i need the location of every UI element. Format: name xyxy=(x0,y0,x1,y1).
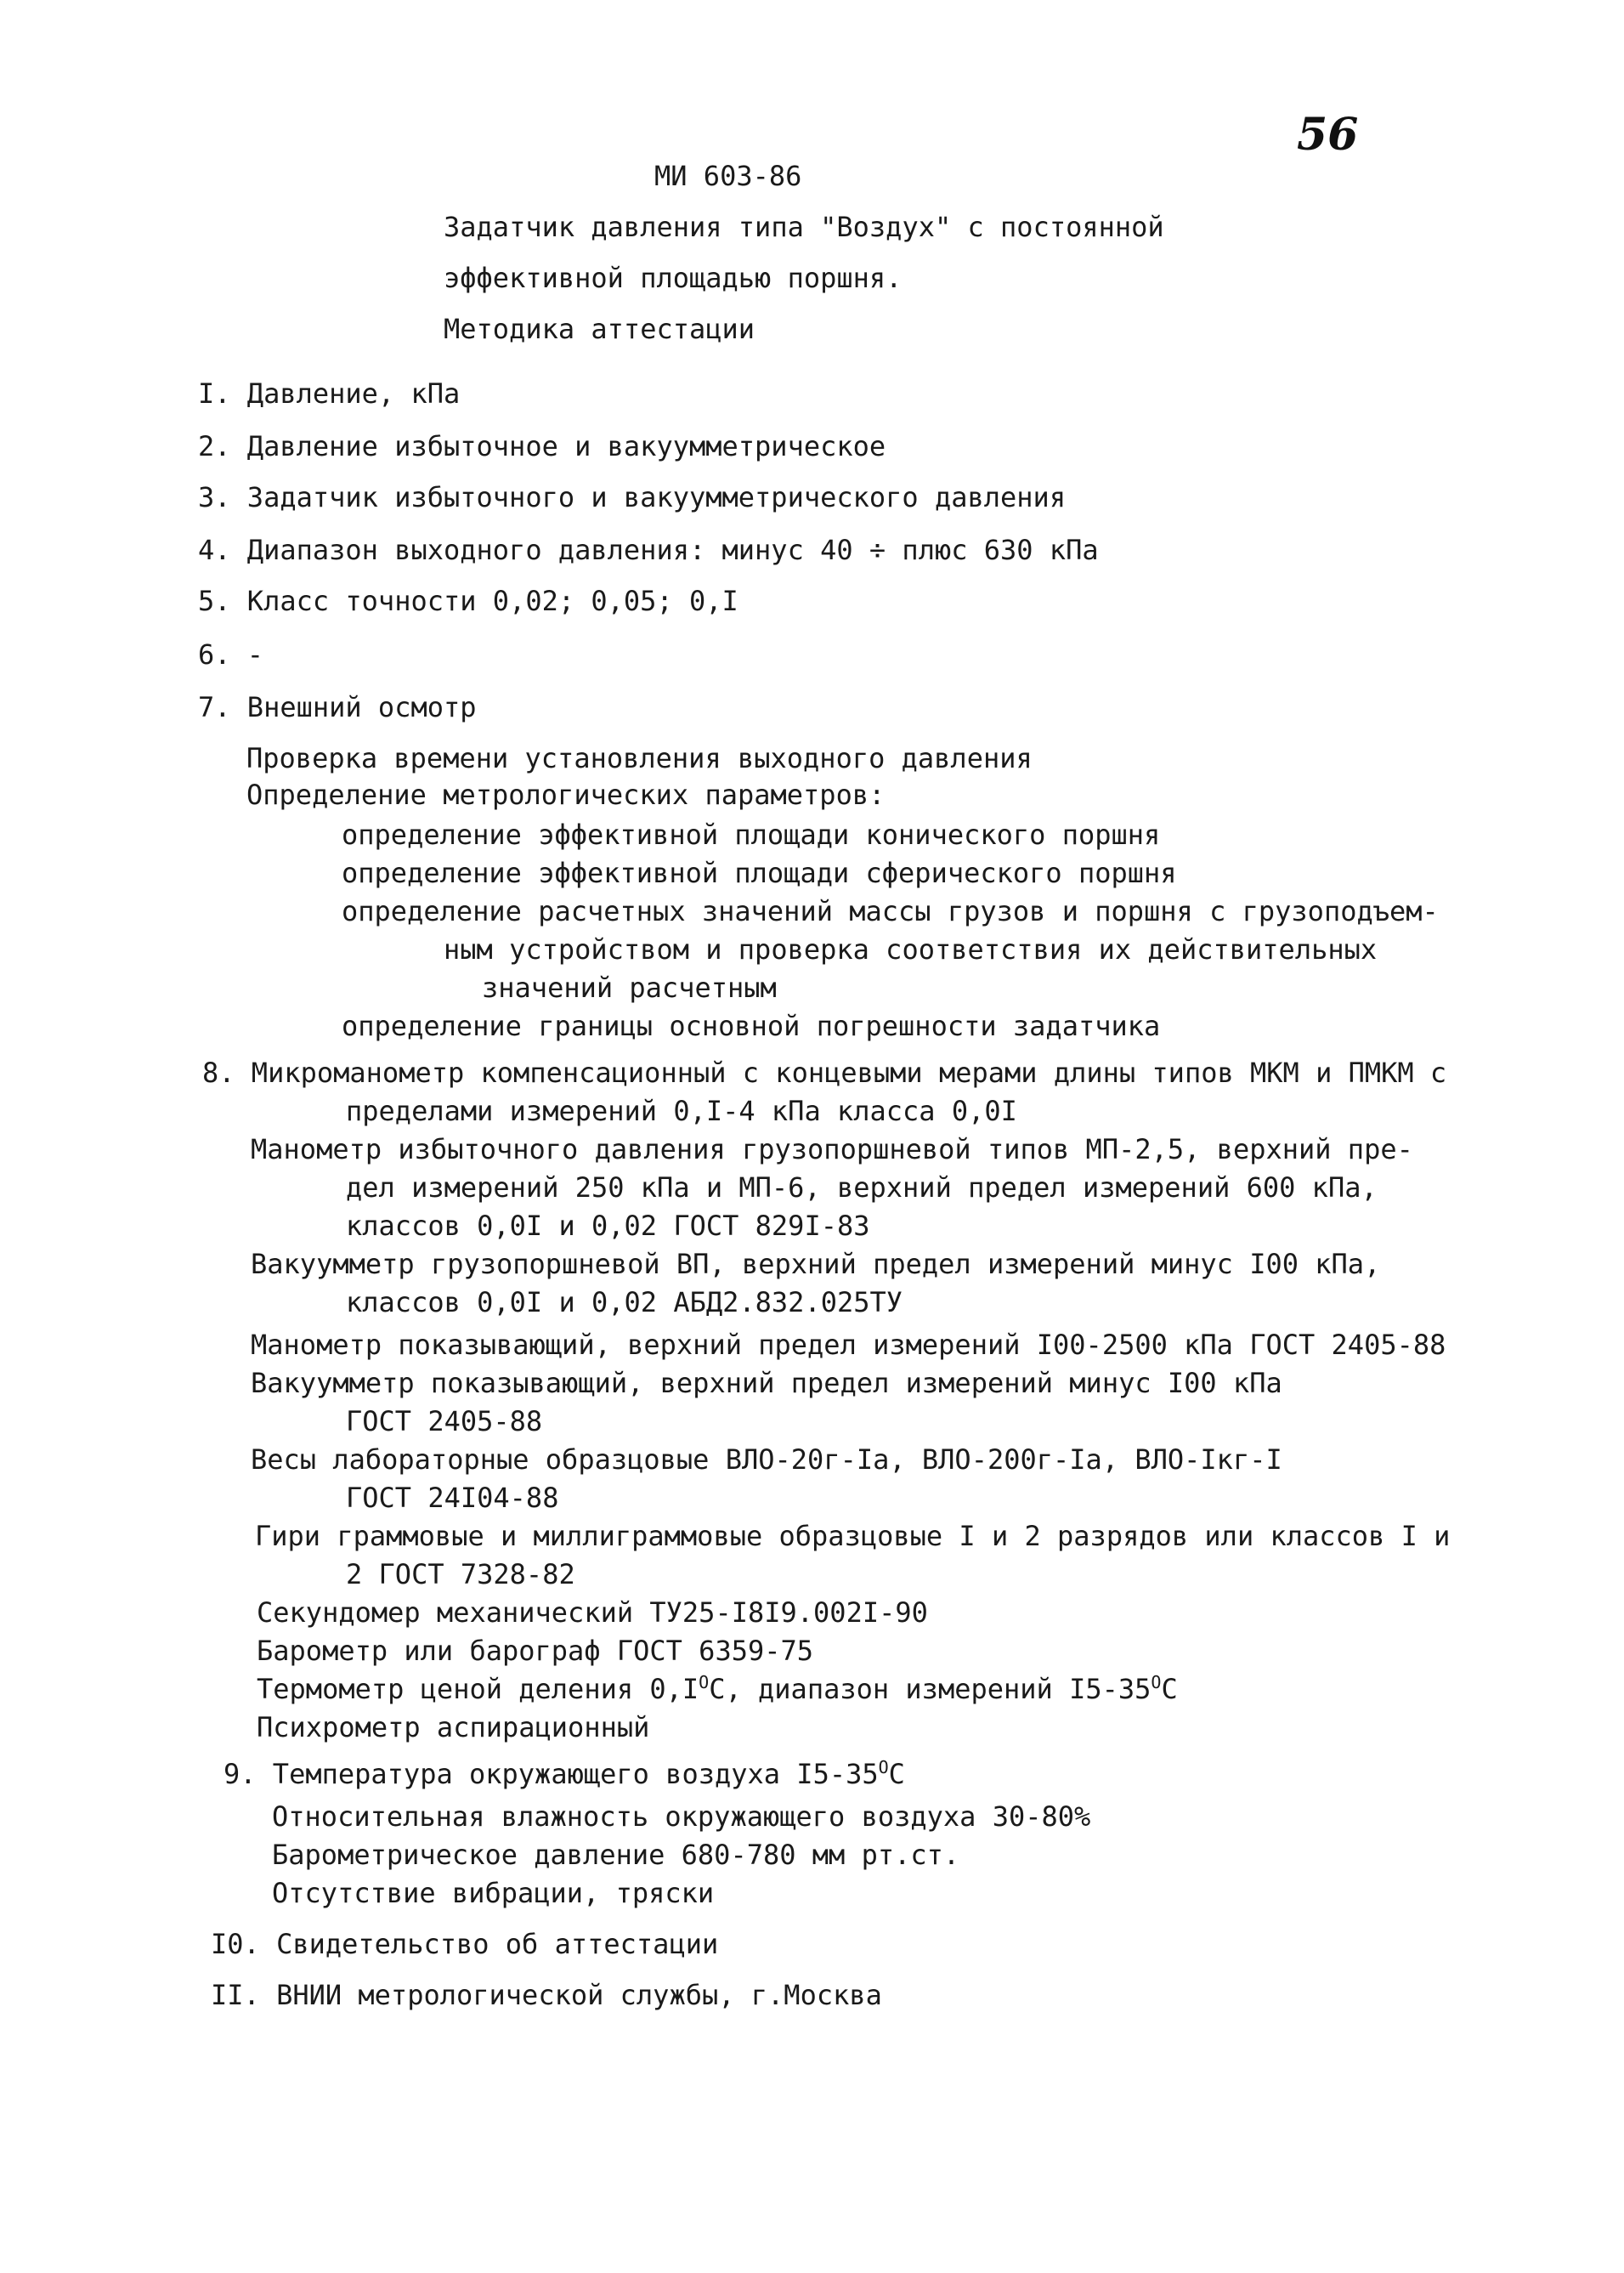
section9-line-4: Отсутствие вибрации, тряски xyxy=(272,1877,715,1909)
section8-line-15: Секундомер механический ТУ25-I8I9.002I-90 xyxy=(257,1596,928,1629)
section8-line-12: ГОСТ 24I04-88 xyxy=(346,1482,559,1514)
section7-line-6: ным устройством и проверка соответствия их действительных xyxy=(444,933,1378,966)
section8-line-3: Манометр избыточного давления грузопоршневой типов МП-2,5, верхний пре- xyxy=(251,1133,1413,1165)
thermometer-text-a: Термометр ценой деления 0,I xyxy=(257,1673,699,1705)
section8-line-7: классов 0,0I и 0,02 АБД2.832.025ТУ xyxy=(346,1286,903,1318)
section8-line-9: Вакуумметр показывающий, верхний предел измерений минус I00 кПа xyxy=(251,1367,1282,1399)
doc-title-line-1: Задатчик давления типа "Воздух" с постоянной xyxy=(444,211,1164,243)
item-2: 2. Давление избыточное и вакуумметрическое xyxy=(198,430,886,462)
section7-line-4: определение эффективной площади сферического поршня xyxy=(342,857,1177,889)
temperature-text: 9. Температура окружающего воздуха I5-35 xyxy=(224,1758,879,1790)
thermometer-text-c: С xyxy=(1161,1673,1178,1705)
section9-line-2: Относительная влажность окружающего воздуха 30-80% xyxy=(272,1800,1091,1833)
section9-line-1 xyxy=(224,1757,905,1791)
doc-title-line-2: эффективной площадью поршня. xyxy=(444,262,903,294)
section8-line-10: ГОСТ 2405-88 xyxy=(346,1405,543,1437)
section8-line-8: Манометр показывающий, верхний предел измерений I00-2500 кПа ГОСТ 2405-88 xyxy=(251,1329,1446,1361)
section8-line-5: классов 0,0I и 0,02 ГОСТ 829I-83 xyxy=(346,1210,870,1242)
section8-line-18: Психрометр аспирационный xyxy=(257,1711,650,1743)
section7-line-1: Проверка времени установления выходного давления xyxy=(246,742,1033,774)
doc-title-line-3: Методика аттестации xyxy=(444,313,755,345)
section7-line-8: определение границы основной погрешности задатчика xyxy=(342,1010,1161,1042)
section7-line-7: значений расчетным xyxy=(482,972,777,1004)
item-1: I. Давление, кПа xyxy=(198,377,461,410)
section8-line-17 xyxy=(257,1672,1178,1706)
item-3: 3. Задатчик избыточного и вакуумметрического давления xyxy=(198,481,1067,513)
page-number: 56 xyxy=(1297,109,1359,161)
section7-line-2: Определение метрологических параметров: xyxy=(246,779,886,811)
item-5: 5. Класс точности 0,02; 0,05; 0,I xyxy=(198,585,738,617)
degree-sign-2: O xyxy=(1151,1672,1162,1692)
section8-line-14: 2 ГОСТ 7328-82 xyxy=(346,1558,575,1590)
section8-line-2: пределами измерений 0,I-4 кПа класса 0,0I xyxy=(346,1095,1017,1127)
item-10: I0. Свидетельство об аттестации xyxy=(211,1928,719,1960)
item-6: 6. - xyxy=(198,638,264,671)
section8-line-4: дел измерений 250 кПа и МП-6, верхний предел измерений 600 кПа, xyxy=(346,1171,1378,1204)
section8-line-11: Весы лабораторные образцовые ВЛО-20г-Iа, ВЛО-200г-Iа, ВЛО-Iкг-I xyxy=(251,1443,1282,1476)
section8-line-6: Вакуумметр грузопоршневой ВП, верхний предел измерений минус I00 кПа, xyxy=(251,1248,1381,1280)
section9-line-3: Барометрическое давление 680-780 мм рт.ст. xyxy=(272,1839,960,1871)
section7-line-5: определение расчетных значений массы грузов и поршня с грузоподъем- xyxy=(342,895,1439,927)
section8-line-1: 8. Микроманометр компенсационный с концевыми мерами длины типов МКМ и ПМКМ с xyxy=(202,1057,1447,1089)
section8-line-16: Барометр или барограф ГОСТ 6359-75 xyxy=(257,1635,814,1667)
section7-line-3: определение эффективной площади конического поршня xyxy=(342,819,1161,851)
item-11: II. ВНИИ метрологической службы, г.Москва xyxy=(211,1979,882,2011)
degree-sign-3: O xyxy=(878,1757,889,1777)
item-4: 4. Диапазон выходного давления: минус 40 ÷ плюс 630 кПа xyxy=(198,534,1099,566)
temperature-unit: С xyxy=(888,1758,905,1790)
thermometer-text-b: С, диапазон измерений I5-35 xyxy=(709,1673,1152,1705)
section8-line-13: Гири граммовые и миллиграммовые образцовые I и 2 разрядов или классов I и xyxy=(255,1520,1451,1552)
item-7: 7. Внешний осмотр xyxy=(198,691,477,723)
degree-sign-1: O xyxy=(699,1672,710,1692)
doc-code: МИ 603-86 xyxy=(654,160,802,192)
